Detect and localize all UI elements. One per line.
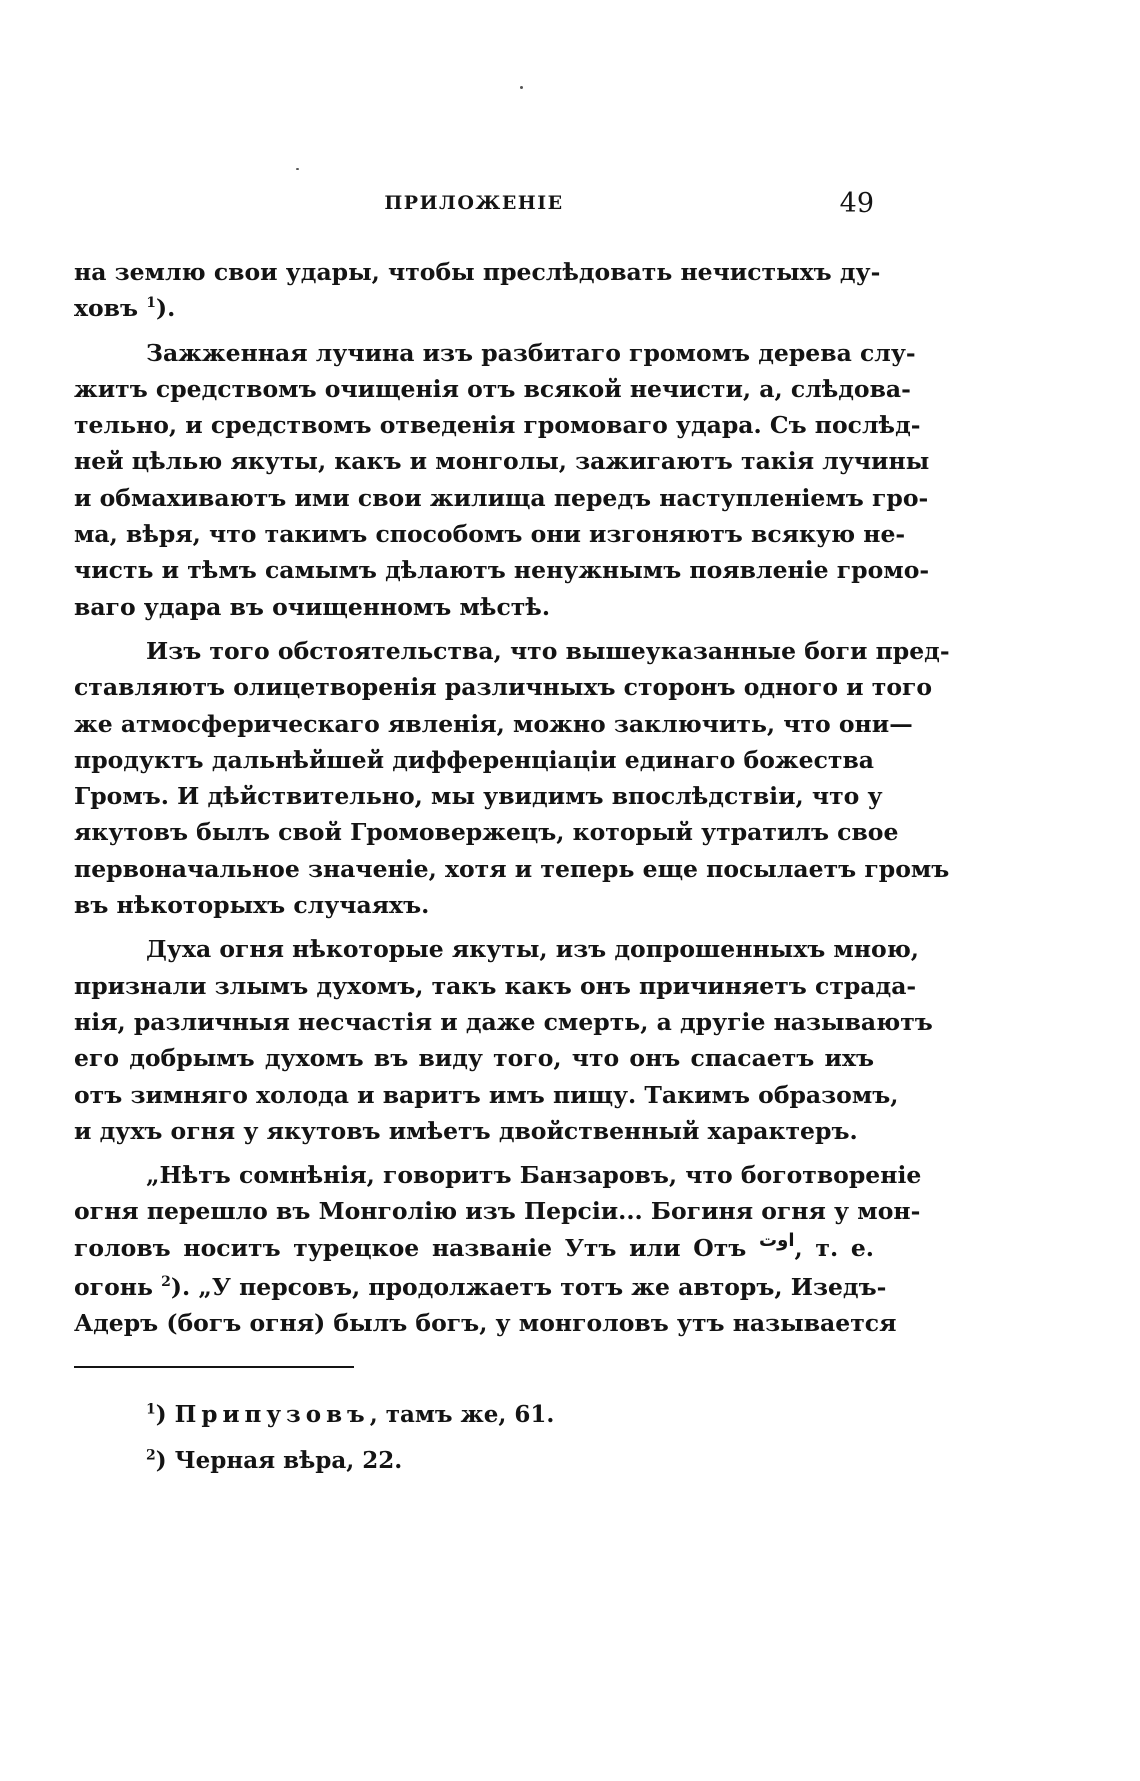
footnote-divider [74,1366,354,1368]
footnote-ref[interactable]: 1 [146,295,156,312]
text-line: Громъ. И дѣйствительно, мы увидимъ впослѣдствіи, что у [74,782,883,811]
text-line: головъ носитъ турецкое названіе Утъ или Отъ $^{اوت}$, т. е. [74,1229,874,1262]
text-line: тельно, и средствомъ отведенія громоваго удара. Съ послѣд- [74,411,921,440]
paragraph-5 [74,1157,922,1341]
text-line: же атмосферическаго явленія, можно заключить, что они— [74,709,913,738]
text-line: Адеръ (богъ огня) былъ богъ, у монголовъ утъ называется [74,1309,897,1338]
text-line: ма, вѣря, что такимъ способомъ они изгоняютъ всякую не- [74,520,906,549]
running-title: ПРИЛОЖЕНІЕ [384,192,564,214]
text-line: первоначальное значеніе, хотя и теперь еще посылаетъ громъ [74,854,950,883]
footnote-2: $^2$) Черная вѣра, 22. [146,1447,403,1474]
text-line: признали злымъ духомъ, такъ какъ онъ причиняетъ страда- [74,971,917,1000]
paragraph-4 [74,931,933,1149]
text-line: и обмахиваютъ ими свои жилища передъ наступленіемъ гро- [74,483,929,512]
scan-speck [296,168,299,170]
text-line: житъ средствомъ очищенія отъ всякой нечисти, а, слѣдова- [74,374,911,403]
text-line: „Нѣтъ сомнѣнія, говоритъ Банзаровъ, что боготвореніе [146,1161,922,1190]
text-line: огонь $^2$). „У персовъ, продолжаетъ тотъ же авторъ, Изедъ- [74,1273,887,1302]
text-line: Изъ того обстоятельства, что вышеуказанные боги пред- [146,636,950,665]
text-line: ней цѣлью якуты, какъ и монголы, зажигаютъ такія лучины [74,447,930,476]
footnote-mark: 2 [146,1447,156,1464]
text-line: ставляютъ олицетворенія различныхъ сторонъ одного и того [74,673,933,702]
text-line: продуктъ дальнѣйшей дифференціаціи единаго божества [74,745,874,774]
footnotes [146,1392,554,1484]
text-line: нія, различныя несчастія и даже смерть, а другіе называютъ [74,1007,933,1036]
text-line: Зажженная лучина изъ разбитаго громомъ дерева слу- [146,338,916,367]
text-line: его добрымъ духомъ въ виду того, что онъ спасаетъ ихъ [74,1044,874,1073]
footnote-1: $^1$) Припузовъ, тамъ же, 61. [146,1401,555,1428]
text-line: огня перешло въ Монголію изъ Персіи... Богиня огня у мон- [74,1197,921,1226]
text-line: въ нѣкоторыхъ случаяхъ. [74,891,430,920]
arabic-word: اوت [759,1229,795,1251]
paragraph-3 [74,633,950,923]
text-line: ховъ $^1$). [74,294,176,323]
text-line: и духъ огня у якутовъ имѣетъ двойственный характеръ. [74,1116,858,1145]
text-line: Духа огня нѣкоторые якуты, изъ допрошенныхъ мною, [146,935,919,964]
text-line: чисть и тѣмъ самымъ дѣлаютъ ненужнымъ появленіе громо- [74,556,930,585]
text-line: на землю свои удары, чтобы преслѣдовать нечистыхъ ду- [74,258,881,286]
footnote-ref[interactable]: 2 [161,1274,171,1291]
text-line: якутовъ былъ свой Громовержецъ, который утратилъ свое [74,818,899,847]
text-line: ваго удара въ очищенномъ мѣстѣ. [74,592,551,621]
body-text [74,254,950,1342]
page-header [74,190,874,224]
page-number: 49 [839,188,874,219]
paragraph-2 [74,335,930,625]
footnote-mark: 1 [146,1401,156,1418]
scan-speck [520,86,523,89]
paragraph-1 [74,254,881,327]
text-line: отъ зимняго холода и варитъ имъ пищу. Такимъ образомъ, [74,1080,899,1109]
footnote-author: Припузовъ [174,1401,370,1428]
